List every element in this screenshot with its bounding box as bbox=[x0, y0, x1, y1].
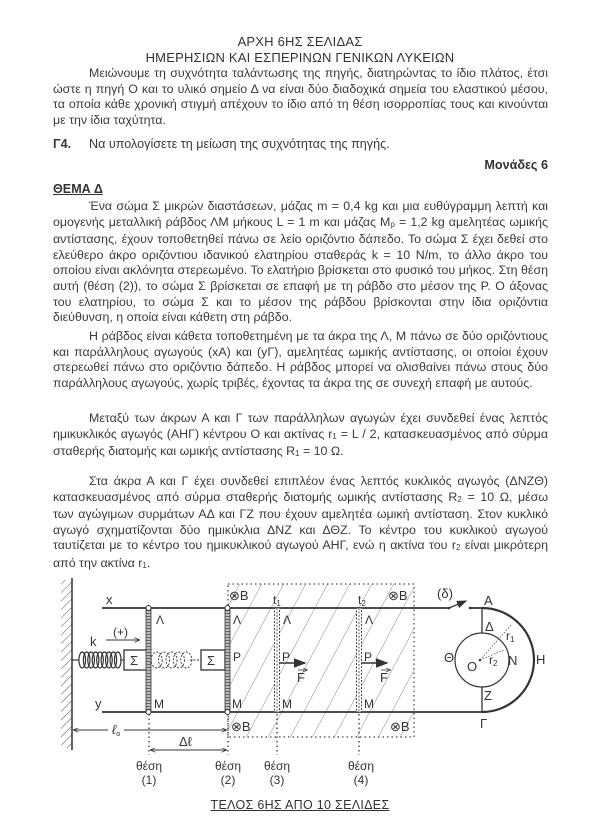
mass-sigma-label-1: Σ bbox=[130, 653, 139, 668]
rail-y-label: y bbox=[95, 696, 102, 711]
p3-text-c: = 10 Ω. bbox=[299, 444, 344, 459]
point-H-label: Η bbox=[536, 652, 546, 667]
p4-text-d: . bbox=[146, 555, 151, 570]
rail-x-label: x bbox=[106, 592, 113, 607]
p4-sub1: 2 bbox=[457, 494, 462, 504]
rod-t1-top-label: Λ bbox=[283, 613, 292, 627]
point-A-label: Α bbox=[484, 593, 493, 608]
positive-direction-label: (+) bbox=[113, 625, 128, 639]
spring-natural-length bbox=[151, 652, 201, 668]
b-field-symbol-bottom-left: ⊗B bbox=[231, 719, 251, 734]
mass-sigma-label-2: Σ bbox=[207, 653, 216, 668]
force-label-t1: F bbox=[297, 670, 305, 685]
circular-conductor bbox=[455, 633, 509, 687]
rod-t2-bottom-label: Μ bbox=[364, 697, 374, 711]
p3-text-b: = L / 2, κατασκευασμένος από σύρμα σταθερής διατομής και ωμικής αντίστασης R bbox=[53, 426, 548, 459]
r1-label: r1 bbox=[506, 629, 515, 644]
switch-delta bbox=[448, 601, 482, 609]
position-1-word: θέση bbox=[135, 759, 163, 773]
position-2-word: θέση bbox=[214, 759, 242, 773]
page-footer: ΤΕΛΟΣ 6ΗΣ ΑΠΟ 10 ΣΕΛΙΔΕΣ bbox=[210, 798, 390, 812]
theme-title: ΘΕΜΑ Δ bbox=[53, 182, 103, 196]
position-1-num: (1) bbox=[141, 773, 157, 787]
question-label: Γ4. bbox=[53, 137, 72, 151]
b-field-symbol-top-left: ⊗B bbox=[229, 588, 249, 603]
rod-t1 bbox=[275, 608, 280, 712]
page-header-line2: ΗΜΕΡΗΣΙΩΝ ΚΑΙ ΕΣΠΕΡΙΝΩΝ ΓΕΝΙΚΩΝ ΛΥΚΕΙΩΝ bbox=[145, 50, 455, 65]
spring-coils bbox=[79, 652, 124, 668]
p4-text-a: Στα άκρα Α και Γ έχει συνδεθεί επιπλέον ένας λεπτός κυκλικός αγωγός (ΔΝΖΘ) κατασκευασμένος από σύρμα σταθερής διατομής ωμικής αντίστασης R bbox=[53, 474, 548, 504]
p1-text-b: = 1,2 kg αμελητέας ωμικής αντίστασης, έχουν τοποθετηθεί πάνω σε λείο οριζόντιο δάπεδο. Το σώμα Σ έχει δεθεί στο ελεύθερο άκρο οριζόντιου ιδανικού ελατηρίου σταθεράς k = 10 N/m, το άλλο άκρο του οποίου είναι ακλόνητα στερεωμένο. Το ελατήριο βρίσκεται στο φυσικό του μήκος. Στη θέση αυτή (θέση (2)), το σώμα Σ βρίσκεται σε επαφή με τη ράβδο στο μέσον της Ρ. Ο άξονας του ελατηρίου, το σώμα Σ και το μέσον της ράβδου βρίσκονται στην ίδια οριζόντια διεύθυνση, η οποία είναι κάθετη στη ράβδο. bbox=[53, 214, 548, 325]
p1-text-a: Ένα σώμα Σ μικρών διαστάσεων, μάζας m = 0,4 kg και μια ευθύγραμμη λεπτή και ομογενής μεταλλική ράβδος ΛΜ μήκους L = 1 m και μάζας M bbox=[53, 199, 548, 229]
position-4-word: θέση bbox=[347, 759, 375, 773]
rod-position-1 bbox=[146, 606, 151, 715]
position-3-num: (3) bbox=[269, 773, 285, 787]
b-field-symbol-bottom-right: ⊗B bbox=[390, 719, 410, 734]
p2-text: Η ράβδος είναι κάθετα τοποθετημένη με τα άκρα της Λ, Μ πάνω σε δύο οριζόντιους και παράλληλους αγωγούς (xA) και (yΓ), αμελητέας ωμικής αντίστασης, οι οποίοι έχουν στερεωθεί πάνω στο οριζόντιο δάπεδο. Η ράβδος μπορεί να ολισθαίνει πάνω στους δύο παράλληλους αγωγούς, χωρίς τριβές, έχοντας τα άκρα της σε συνεχή επαφή με αυτούς. bbox=[53, 329, 548, 390]
rod-t2-top-label: Λ bbox=[365, 613, 374, 627]
rod-t1-mid-label: Ρ bbox=[282, 650, 291, 664]
magnetic-field-region bbox=[228, 584, 414, 737]
point-Z-label: Ζ bbox=[484, 688, 492, 703]
rod-position-2 bbox=[225, 606, 230, 715]
rod2-top-label: Λ bbox=[233, 613, 242, 627]
rod2-bottom-label: Μ bbox=[232, 697, 242, 711]
delta-l-label: Δℓ bbox=[179, 734, 192, 749]
p3-sub1: 1 bbox=[332, 431, 337, 441]
point-O-label: Ο bbox=[467, 659, 478, 674]
force-label-t2: F bbox=[380, 670, 388, 685]
position-3-word: θέση bbox=[263, 759, 291, 773]
t1-label: t1 bbox=[273, 593, 281, 608]
p4-sub2: 2 bbox=[456, 543, 461, 553]
rod-t2-mid-label: Ρ bbox=[364, 650, 373, 664]
p4-text-c: είναι μικρότερη από την ακτίνα r bbox=[53, 538, 548, 570]
rod-t1-bottom-label: Μ bbox=[282, 697, 292, 711]
b-field-symbol-top-right: ⊗B bbox=[388, 588, 408, 603]
r2-label: r2 bbox=[489, 653, 498, 668]
page-header-line1: ΑΡΧΗ 6ΗΣ ΣΕΛΙΔΑΣ bbox=[237, 34, 363, 49]
position-2-num: (2) bbox=[220, 773, 236, 787]
spring-k-label: k bbox=[90, 634, 97, 649]
l0-label: ℓo bbox=[112, 722, 121, 738]
point-N-label: Ν bbox=[508, 653, 518, 668]
rod1-top-label: Λ bbox=[156, 613, 165, 627]
rod1-bottom-label: Μ bbox=[154, 697, 164, 711]
p1-sub: ρ bbox=[390, 219, 395, 229]
p3-sub2: 1 bbox=[295, 449, 300, 459]
p4-sub3: 1 bbox=[142, 560, 147, 570]
switch-label: (δ) bbox=[437, 586, 453, 601]
position-4-num: (4) bbox=[353, 773, 369, 787]
point-Th-label: Θ bbox=[444, 650, 455, 665]
p3-text-a: Μεταξύ των άκρων Α και Γ των παράλληλων αγωγών έχει συνδεθεί ένας λεπτός ημικυκλικός αγωγός (ΑΗΓ) κέντρου Ο και ακτίνας r bbox=[53, 411, 548, 441]
t2-label: t2 bbox=[358, 593, 366, 608]
rod2-mid-label: Ρ bbox=[233, 650, 242, 664]
point-G-label: Γ bbox=[480, 716, 488, 731]
question-text: Να υπολογίσετε τη μείωση της συχνότητας της πηγής. bbox=[89, 137, 390, 151]
intro-text: Μειώνουμε τη συχνότητα ταλάντωσης της πηγής, διατηρώντας το ίδιο πλάτος, έτσι ώστε η πηγή Ο και το υλικό σημείο Δ να είναι δύο διαδοχικά σημεία του ελαστικού μέσου, τα οποία κάθε χρονική στιγμή απέχουν το ίδιο από τη θέση ισορροπίας τους και κινούνται με την ίδια ταχύτητα. bbox=[53, 66, 548, 127]
p4-text-b: = 10 Ω, μέσω των αγώγιμων συρμάτων ΑΔ και ΓΖ που έχουν αμελητέα ωμική αντίσταση. Στον κυκλικό αγωγό σχηματίζονται δύο ημικύκλια ΔΝΖ και ΔΘΖ. Το κέντρο του κυκλικού αγωγού ταυτίζεται με το κέντρο του ημικυκλικού αγωγού ΑΗΓ, ενώ η ακτίνα του r bbox=[53, 489, 549, 553]
marks-label: Μονάδες 6 bbox=[484, 158, 548, 172]
wall bbox=[61, 578, 72, 750]
rod-t2 bbox=[357, 608, 362, 712]
point-D-label: Δ bbox=[485, 619, 494, 634]
